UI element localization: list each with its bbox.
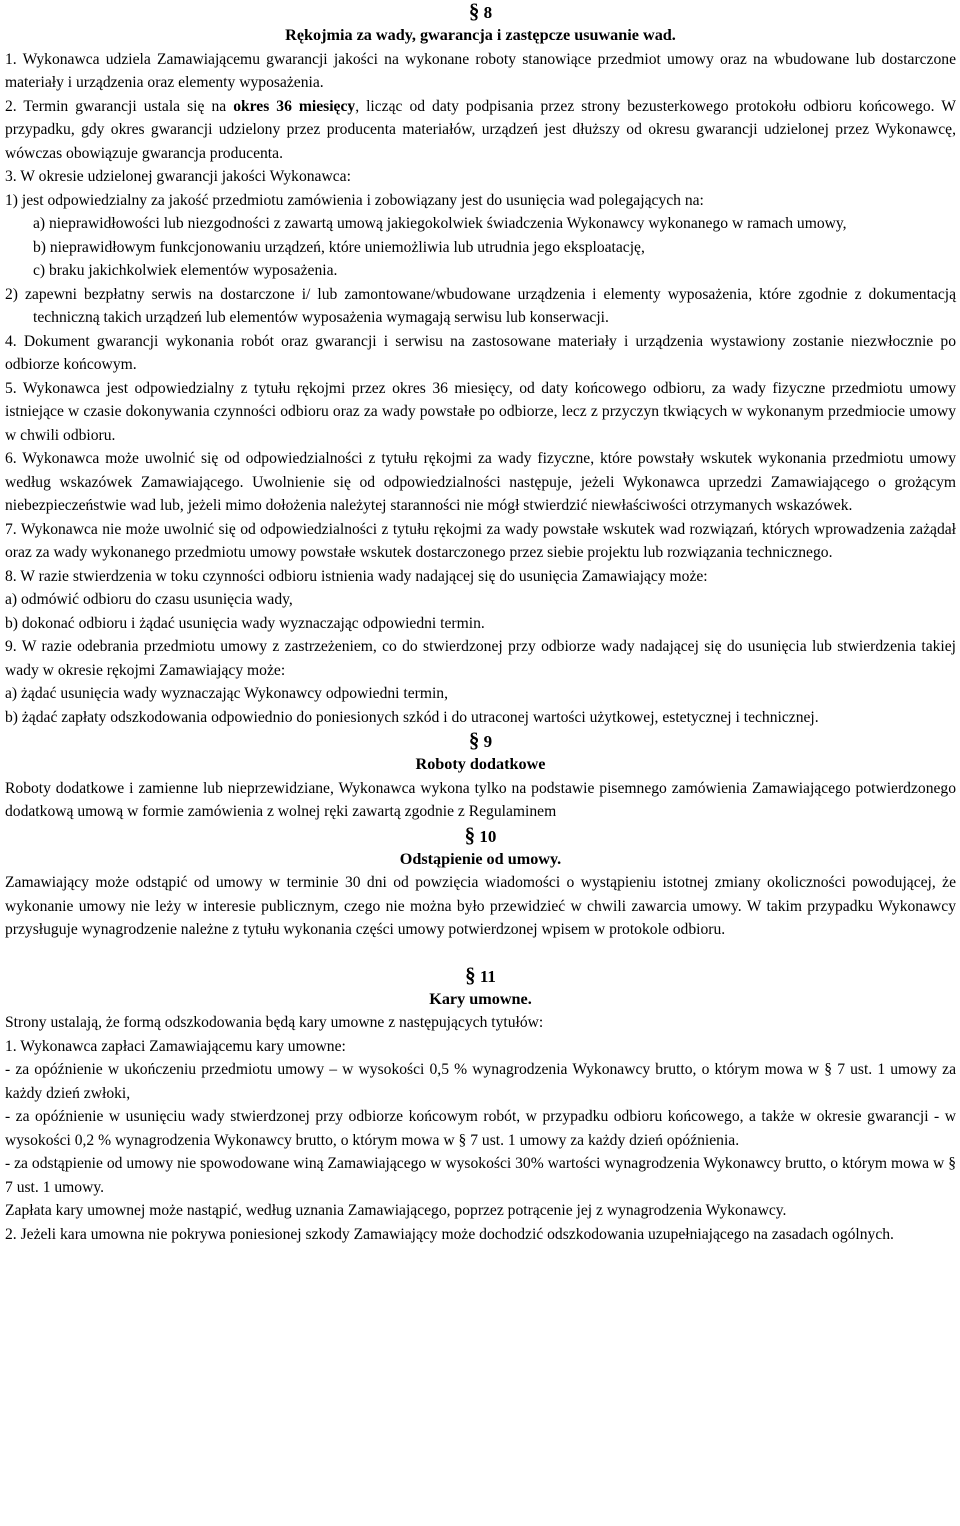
s8-paragraph-8a: a) odmówić odbioru do czasu usunięcia wady, bbox=[5, 591, 293, 608]
section-11-number: § 11 bbox=[465, 962, 496, 987]
s8-paragraph-3-2: 2) zapewni bezpłatny serwis na dostarczone i/ lub zamontowane/wbudowane urządzenia i elementy wyposażenia, które zgodnie z dokumentacją techniczną takich urządzeń lub elementów wyposażenia wymagają serwisu lub konserwacji. bbox=[5, 285, 956, 326]
s9-paragraph-1: Roboty dodatkowe i zamienne lub nieprzewidziane, Wykonawca wykona tylko na podstawie pisemnego zamówienia Zamawiającego potwierdzonego dodatkową umową w formie zamówienia z wolnej ręki zawartą zgodnie z Regulaminem bbox=[5, 779, 956, 820]
section-8-number: § 8 bbox=[468, 0, 493, 23]
s8-paragraph-3-1: 1) jest odpowiedzialny za jakość przedmiotu zamówienia i zobowiązany jest do usunięcia wad polegających na: bbox=[5, 191, 704, 209]
s8-paragraph-5: 5. Wykonawca jest odpowiedzialny z tytułu rękojmi przez okres 36 miesięcy, od daty końcowego odbioru, za wady fizyczne przedmiotu umowy istniejące w czasie dokonywania czynności odbioru oraz za wady powstałe po odbiorze, lecz z przyczyn tkwiących w wykonanym przedmiocie umowy w chwili odbioru. bbox=[5, 379, 956, 444]
s8-paragraph-2 bbox=[5, 95, 956, 166]
section-11-num: 11 bbox=[479, 966, 496, 986]
section-11-title: Kary umowne. bbox=[429, 989, 532, 1008]
s8-p2-pre: 2. Termin gwarancji ustala się na bbox=[5, 97, 234, 115]
s11-paragraph-1: 1. Wykonawca zapłaci Zamawiającemu kary umowne: bbox=[5, 1037, 346, 1055]
s8-paragraph-4: 4. Dokument gwarancji wykonania robót oraz gwarancji i serwisu na zastosowane materiały i urządzenia wystawiony zostanie niezwłocznie po odbiorze końcowym. bbox=[5, 332, 956, 373]
s8-paragraph-3-1a: a) nieprawidłowości lub niezgodności z zawartą umową jakiegokolwiek świadczenia Wykonawcy wykonanego w ramach umowy, bbox=[33, 215, 847, 232]
section-9-number: § 9 bbox=[468, 728, 493, 752]
s8-paragraph-9b: b) żądać zapłaty odszkodowania odpowiednio do poniesionych szkód i do utraconej wartości użytkowej, estetycznej i technicznej. bbox=[5, 708, 819, 726]
s11-paragraph-1c: - za odstąpienie od umowy nie spowodowane winą Zamawiającego w wysokości 30% wartości wynagrodzenia Wykonawcy brutto, o którym mowa w § 7 ust. 1 umowy. bbox=[5, 1155, 956, 1196]
s8-paragraph-8: 8. W razie stwierdzenia w toku czynności odbioru istnienia wady nadającej się do usunięcia Zamawiający może: bbox=[5, 567, 708, 585]
section-9-title: Roboty dodatkowe bbox=[415, 755, 546, 773]
s8-paragraph-9: 9. W razie odebrania przedmiotu umowy z zastrzeżeniem, co do stwierdzonej przy odbiorze wady nadającej się do usunięcia lub stwierdzenia takiej wady w okresie rękojmi Zamawiający może: bbox=[5, 638, 956, 679]
s8-p2-mid: , licząc od daty podpisania przez strony bezusterkowego protokołu odbioru końcowego. bbox=[355, 97, 935, 115]
s8-paragraph-6: 6. Wykonawca może uwolnić się od odpowiedzialności z tytułu rękojmi za wady fizyczne, które powstały wskutek wykonania przedmiotu umowy według wskazówek Zamawiającego. Uwolnienie się od odpowiedzialności następuje, jeżeli Wykonawca uprzedzi Zamawiającego o grożącym niebezpieczeństwie wad lub, jeżeli mimo dołożenia należytej staranności nie mógł stwierdzić niewłaściwości otrzymanych wskazówek. bbox=[5, 450, 956, 514]
section-10-title: Odstąpienie od umowy. bbox=[399, 849, 562, 868]
s8-paragraph-9a: a) żądać usunięcia wady wyznaczając Wykonawcy odpowiedni termin, bbox=[5, 685, 449, 702]
s8-paragraph-8b: b) dokonać odbioru i żądać usunięcia wady wyznaczając odpowiedni termin. bbox=[5, 614, 485, 632]
s11-paragraph-2: 2. Jeżeli kara umowna nie pokrywa poniesionej szkody Zamawiający może dochodzić odszkodowania uzupełniającego na zasadach ogólnych. bbox=[5, 1225, 894, 1243]
s8-paragraph-7: 7. Wykonawca nie może uwolnić się od odpowiedzialności z tytułu rękojmi za wady powstałe wskutek wad rozwiązań, których wprowadzenia zażądał oraz za wady wykonanego przedmiotu umowy powstałe wskutek dostarczonego przez siebie projektu lub rozwiązania technicznego. bbox=[5, 520, 956, 561]
s10-paragraph-1: Zamawiający może odstąpić od umowy w terminie 30 dni od powzięcia wiadomości o wystąpieniu istotnej zmiany okoliczności powodującej, że wykonanie umowy nie leży w interesie publicznym, czego nie można było przewidzieć w chwili zawarcia umowy. W takim przypadku Wykonawcy przysługuje wynagrodzenie należne z tytułu wykonania części umowy potwierdzonej wpisem w protokole odbioru. bbox=[5, 874, 956, 938]
s8-p2-post: W przypadku, gdy okres gwarancji udzielony przez producenta materiałów, urządzeń jest dłuższy od okresu gwarancji udzielonej przez Wykonawcę, wówczas obowiązuje gwarancja producenta. bbox=[5, 97, 956, 162]
section-8-num: 8 bbox=[483, 3, 493, 22]
s11-paragraph-1d: Zapłata kary umownej może nastąpić, według uznania Zamawiającego, poprzez potrącenie jej z wynagrodzenia Wykonawcy. bbox=[5, 1202, 787, 1219]
section-9-num: 9 bbox=[483, 732, 493, 751]
s8-paragraph-3-1c: c) braku jakichkolwiek elementów wyposażenia. bbox=[33, 262, 338, 279]
section-10-number: § 10 bbox=[464, 822, 497, 847]
s11-paragraph-1b: - za opóźnienie w usunięciu wady stwierdzonej przy odbiorze końcowym robót, w przypadku odbioru końcowego, a także w okresie gwarancji - w wysokości 0,2 % wynagrodzenia Wykonawcy brutto, o którym mowa w § 7 ust. 1 umowy za każdy dzień opóźnienia. bbox=[5, 1108, 956, 1149]
s8-paragraph-1: 1. Wykonawca udziela Zamawiającemu gwarancji jakości na wykonane roboty stanowiące przedmiot umowy oraz na wbudowane lub dostarczone materiały i urządzenia oraz elementy wyposażenia. bbox=[5, 50, 956, 91]
spacer bbox=[5, 942, 956, 964]
s8-p2-bold: okres 36 miesięcy bbox=[233, 97, 356, 115]
s11-intro: Strony ustalają, że formą odszkodowania będą kary umowne z następujących tytułów: bbox=[5, 1014, 544, 1031]
section-8-title: Rękojmia za wady, gwarancja i zastępcze usuwanie wad. bbox=[285, 26, 676, 44]
section-10-num: 10 bbox=[479, 826, 497, 846]
s11-paragraph-1a: - za opóźnienie w ukończeniu przedmiotu umowy – w wysokości 0,5 % wynagrodzenia Wykonawcy brutto, o którym mowa w § 7 ust. 1 umowy za każdy dzień zwłoki, bbox=[5, 1061, 956, 1102]
s8-paragraph-3-1b: b) nieprawidłowym funkcjonowaniu urządzeń, które uniemożliwia lub utrudnia jego eksploatację, bbox=[33, 238, 645, 256]
s8-paragraph-3: 3. W okresie udzielonej gwarancji jakości Wykonawca: bbox=[5, 168, 351, 185]
